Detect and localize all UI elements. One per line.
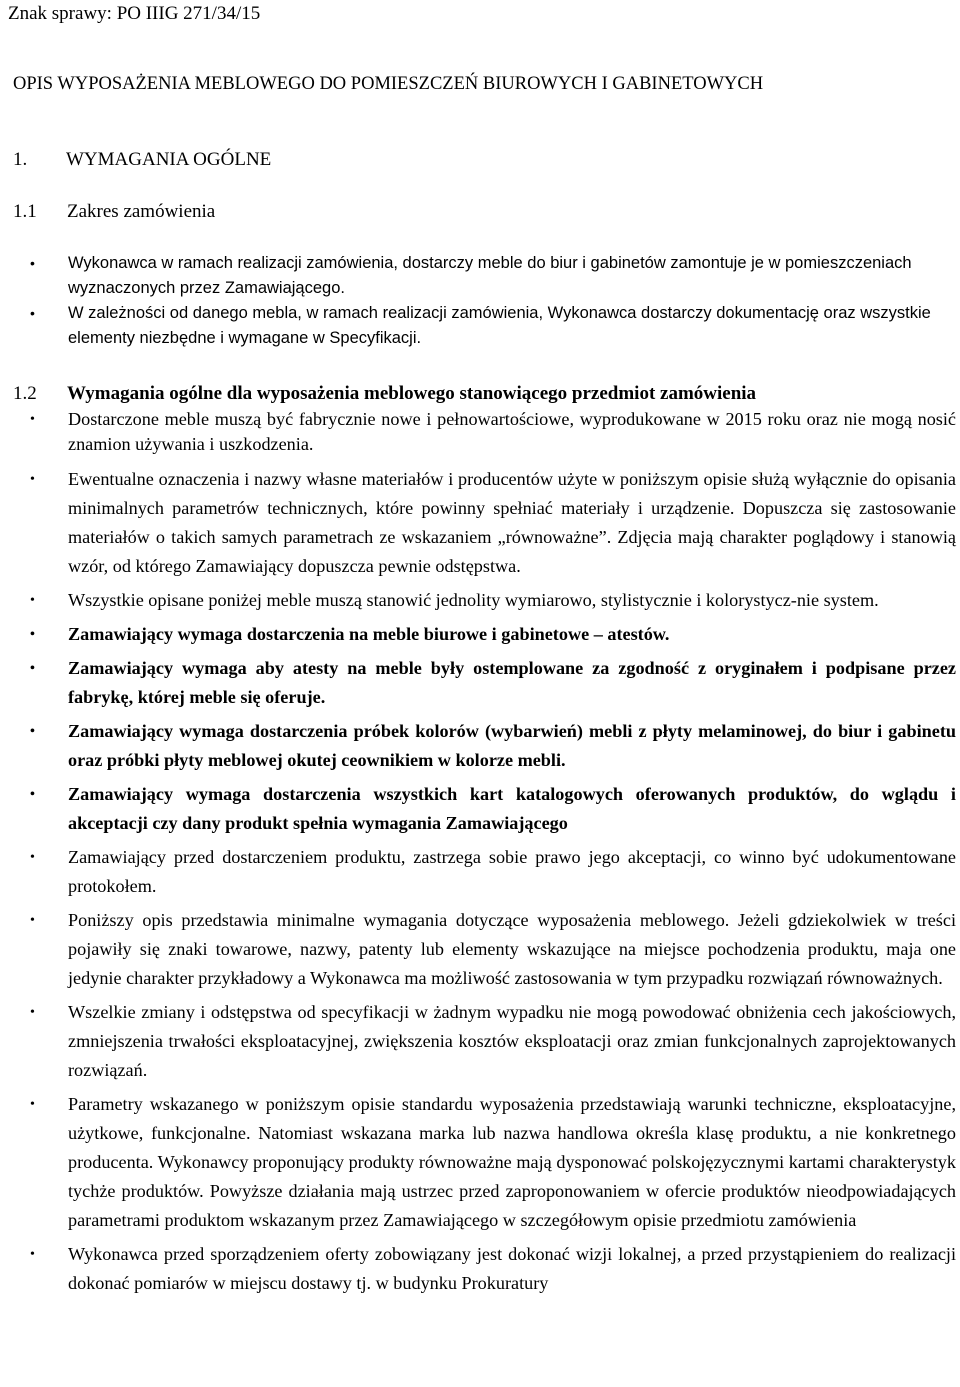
bullet-icon: • xyxy=(30,1097,35,1112)
bullet-icon: • xyxy=(30,787,35,802)
subsection-number: 1.1 xyxy=(13,201,37,222)
subsection-title: Wymagania ogólne dla wyposażenia meblowego stanowiącego przedmiot zamówienia xyxy=(67,383,757,404)
requirements-list xyxy=(0,407,960,1303)
bullet-icon: • xyxy=(30,472,35,487)
section-number: 1. xyxy=(13,149,28,170)
list-item xyxy=(0,251,960,301)
list-item xyxy=(0,780,960,838)
bullet-icon: • xyxy=(30,593,35,608)
list-item xyxy=(0,620,960,649)
list-item xyxy=(0,654,960,712)
list-item xyxy=(0,843,960,901)
list-item-text: Wykonawca w ramach realizacji zamówienia, dostarczy meble do biur i gabinetów zamontuje je w pomieszczeniach wyznaczonych przez Zamawiającego. xyxy=(68,254,912,297)
list-item-text: Wszystkie opisane poniżej meble muszą stanowić jednolity wymiarowo, stylistycznie i kolorystycz-nie system. xyxy=(68,590,879,610)
list-item-text: Wykonawca przed sporządzeniem oferty zobowiązany jest dokonać wizji lokalnej, a przed przystąpieniem do realizacji dokonać pomiarów w miejscu dostawy tj. w budynku Prokuratury xyxy=(68,1244,956,1293)
bullet-icon: • xyxy=(30,1247,35,1262)
bullet-icon: • xyxy=(30,255,35,271)
list-item-text: W zależności od danego mebla, w ramach realizacji zamówienia, Wykonawca dostarczy dokumentację oraz wszystkie elementy niezbędne i wymagane w Specyfikacji. xyxy=(68,304,931,347)
list-item xyxy=(0,301,960,351)
list-item xyxy=(0,998,960,1085)
bullet-icon: • xyxy=(30,661,35,676)
scope-list xyxy=(0,251,960,351)
list-item xyxy=(0,906,960,993)
list-item xyxy=(0,717,960,775)
list-item xyxy=(0,407,960,457)
bullet-icon: • xyxy=(30,305,35,321)
bullet-icon: • xyxy=(30,724,35,739)
document-title: OPIS WYPOSAŻENIA MEBLOWEGO DO POMIESZCZEŃ BIUROWYCH I GABINETOWYCH xyxy=(13,74,764,94)
list-item-text: Dostarczone meble muszą być fabrycznie nowe i pełnowartościowe, wyprodukowane w 2015 roku oraz nie mogą nosić znamion używania i uszkodzenia. xyxy=(68,409,956,454)
subsection-number: 1.2 xyxy=(13,383,37,404)
list-item xyxy=(0,586,960,615)
list-item-text: Parametry wskazanego w poniższym opisie standardu wyposażenia przedstawiają warunki techniczne, eksploatacyjne, użytkowe, funkcjonalne. Natomiast wskazana marka lub nazwa handlowa określa klasę produktu, a nie konkretnego producenta. Wykonawcy proponujący produkty równoważne mają dysponować polskojęzycznymi kartami charakterystyk tychże produktów. Powyższe działania mają ustrzec przed zaproponowaniem w ofercie produktów nieodpowiadających parametrami produktom wskazanym przez Zamawiającego w szczegółowym opisie przedmiotu zamówienia xyxy=(68,1094,956,1230)
list-item xyxy=(0,1090,960,1235)
list-item-text: Zamawiający wymaga dostarczenia próbek kolorów (wybarwień) mebli z płyty melaminowej, do biur i gabinetu oraz próbki płyty meblowej okutej ceownikiem w kolorze mebli. xyxy=(68,721,956,770)
list-item-text: Zamawiający wymaga dostarczenia na meble biurowe i gabinetowe – atestów. xyxy=(68,624,670,644)
list-item-text: Zamawiający przed dostarczeniem produktu, zastrzega sobie prawo jego akceptacji, co winno być udokumentowane protokołem. xyxy=(68,847,956,896)
bullet-icon: • xyxy=(30,850,35,865)
case-reference: Znak sprawy: PO IIIG 271/34/15 xyxy=(8,3,261,24)
bullet-icon: • xyxy=(30,1005,35,1020)
bullet-icon: • xyxy=(30,913,35,928)
list-item-text: Zamawiający wymaga aby atesty na meble były ostemplowane za zgodność z oryginałem i podpisane przez fabrykę, której meble się oferuje. xyxy=(68,658,956,707)
bullet-icon: • xyxy=(30,627,35,642)
subsection-title: Zakres zamówienia xyxy=(67,201,216,222)
list-item-text: Wszelkie zmiany i odstępstwa od specyfikacji w żadnym wypadku nie mogą powodować obniżenia cech jakościowych, zmniejszenia trwałości eksploatacyjnej, zwiększenia kosztów eksploatacji oraz zmian funkcjonalnych zaprojektowanych rozwiązań. xyxy=(68,1002,956,1080)
list-item-text: Zamawiający wymaga dostarczenia wszystkich kart katalogowych oferowanych produktów, do wglądu i akceptacji czy dany produkt spełnia wymagania Zamawiającego xyxy=(68,784,956,833)
list-item-text: Poniższy opis przedstawia minimalne wymagania dotyczące wyposażenia meblowego. Jeżeli gdziekolwiek w treści pojawiły się znaki towarowe, nazwy, patenty lub elementy wskazujące na miejsce pochodzenia produktu, maja one jedynie charakter przykładowy a Wykonawca ma możliwość zastosowania w tym przypadku rozwiązań równoważnych. xyxy=(68,910,956,988)
section-title: WYMAGANIA OGÓLNE xyxy=(66,149,272,170)
list-item xyxy=(0,465,960,581)
list-item-text: Ewentualne oznaczenia i nazwy własne materiałów i producentów użyte w poniższym opisie służą wyłącznie do opisania minimalnych parametrów technicznych, które powinny spełniać materiały i urządzenie. Dopuszcza się zastosowanie materiałów o takich samych parametrach ze wskazaniem „równoważne”. Zdjęcia mają charakter poglądowy i stanowią wzór, od którego Zamawiający dopuszcza pewnie odstępstwa. xyxy=(68,469,956,576)
list-item xyxy=(0,1240,960,1298)
bullet-icon: • xyxy=(30,412,35,427)
